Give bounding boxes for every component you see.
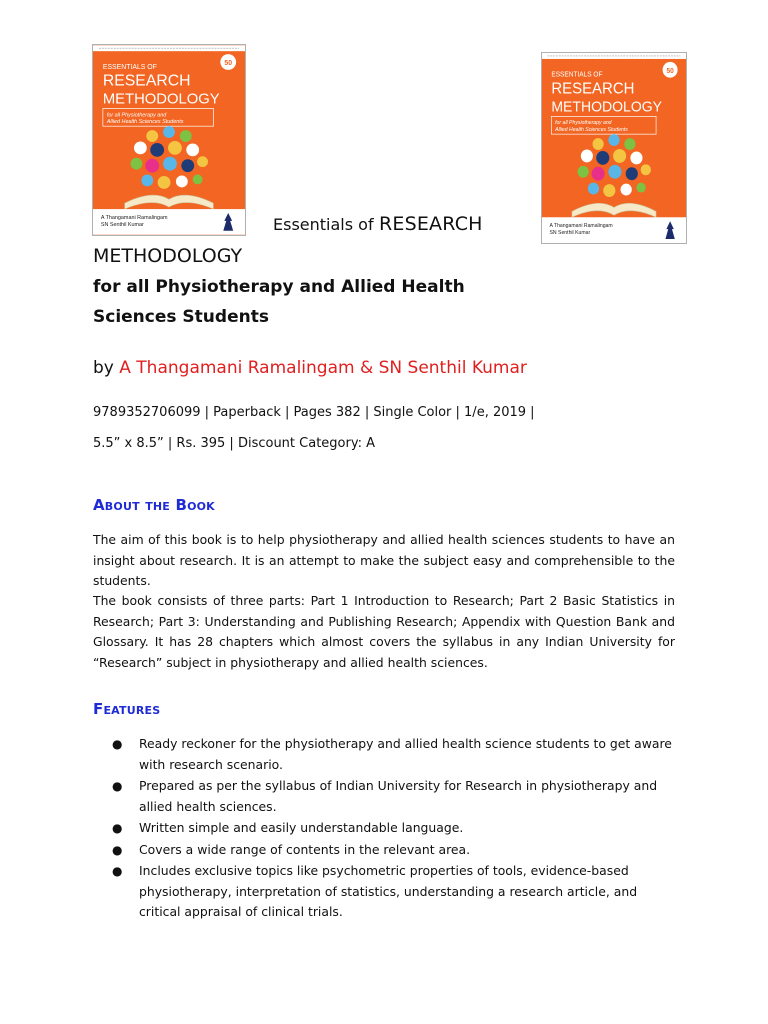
cover-author-2: SN Senthil Kumar (100, 221, 144, 228)
feature-text: Covers a wide range of contents in the relevant area. (139, 841, 471, 857)
cover-title-2: METHODOLOGY (102, 91, 220, 108)
list-item (93, 861, 673, 923)
cover-title-1-thumb: RESEARCH (551, 80, 635, 98)
book-meta-line-1: 9789352706099 | Paperback | Pages 382 | Single Color | 1/e, 2019 | (93, 405, 535, 420)
list-item (93, 734, 673, 775)
title-main-1: RESEARCH (378, 213, 483, 235)
feature-text: Includes exclusive topics like psychometric properties of tools, evidence-based physiotherapy, interpretation of statistics, understanding a research article, and critical appraisal of clinical trials. (139, 863, 638, 919)
book-subtitle (93, 272, 513, 332)
subtitle-line-1: for all Physiotherapy and Allied Health (93, 277, 465, 297)
bullet-icon: ● (112, 864, 123, 878)
svg-text:Allied Health Sciences Student: Allied Health Sciences Students (106, 119, 184, 126)
list-item (93, 840, 673, 861)
svg-text:Allied Health Sciences Student: Allied Health Sciences Students (555, 127, 628, 134)
svg-text:for all Physiotherapy and: for all Physiotherapy and (106, 112, 167, 119)
cover-author-1-thumb: A Thangamani Ramalingam (549, 223, 613, 230)
cover-series-thumb: ESSENTIALS OF (551, 71, 603, 79)
list-item (93, 776, 673, 817)
cover-title-1: RESEARCH (102, 72, 191, 90)
features-heading: Features (93, 700, 161, 718)
cover-author-2-thumb: SN Senthil Kumar (549, 229, 591, 237)
about-paragraph-2: The book consists of three parts: Part 1 Introduction to Research; Part 2 Basic Statistics in Research; Part 3: Understanding and Publishing Research; Appendix with Question Bank and Glossary. It has 28 chapters which almost covers the syllabus in any Indian University for “Research” subject in physiotherapy and allied health sciences. (93, 593, 675, 670)
cover-badge-thumb: 50 (666, 67, 674, 75)
bullet-icon: ● (112, 737, 123, 751)
about-paragraph-1: The aim of this book is to help physiotherapy and allied health sciences students to have an insight about research. It is an attempt to make the subject easy and comprehensible to the students. (93, 532, 675, 588)
list-item (93, 818, 673, 839)
cover-title-2-thumb: METHODOLOGY (551, 99, 663, 116)
bullet-icon: ● (112, 779, 123, 793)
feature-text: Written simple and easily understandable language. (139, 820, 464, 835)
features-list (93, 734, 673, 924)
title-line-1 (273, 213, 483, 235)
subtitle-line-2: Sciences Students (93, 307, 269, 327)
cover-author-1: A Thangamani Ramalingam (100, 214, 168, 221)
book-authors (93, 358, 527, 378)
bullet-icon: ● (112, 821, 123, 835)
author-names: A Thangamani Ramalingam & SN Senthil Kumar (119, 358, 527, 378)
about-heading: About the Book (93, 496, 215, 514)
book-meta-line-2: 5.5” x 8.5” | Rs. 395 | Discount Category: A (93, 436, 375, 451)
bullet-icon: ● (112, 842, 123, 857)
title-main-2: METHODOLOGY (93, 245, 243, 267)
svg-text:for all Physiotherapy and: for all Physiotherapy and (555, 120, 612, 127)
by-label: by (93, 358, 114, 378)
cover-series: ESSENTIALS OF (102, 63, 157, 71)
feature-text: Prepared as per the syllabus of Indian University for Research in physiotherapy and allied health sciences. (139, 778, 658, 814)
book-cover-thumbnail (541, 52, 687, 244)
feature-text: Ready reckoner for the physiotherapy and allied health science students to get aware with research scenario. (139, 736, 672, 772)
book-cover-image (92, 44, 246, 236)
title-prefix: Essentials of (273, 215, 374, 234)
cover-badge: 50 (224, 59, 233, 67)
